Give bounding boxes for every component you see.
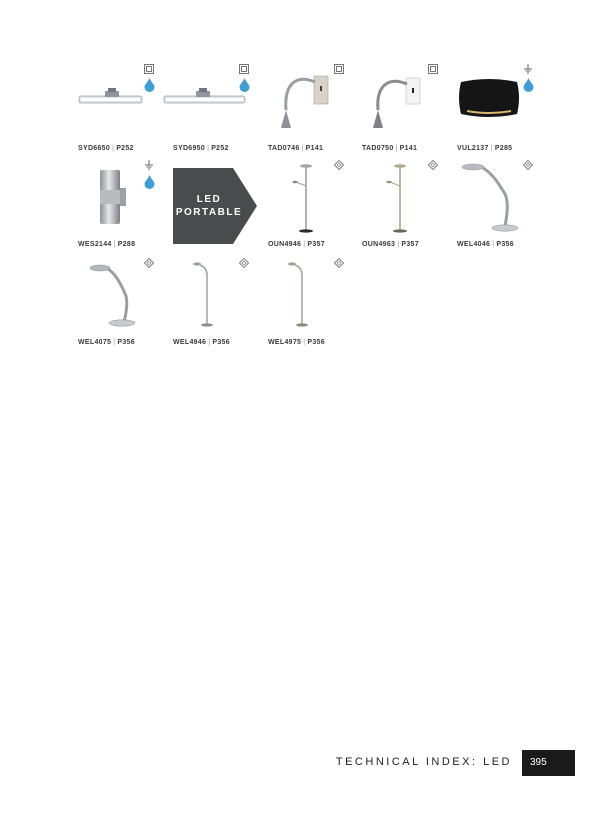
earth-icon bbox=[144, 160, 154, 170]
diamond-icon bbox=[334, 258, 344, 268]
led-portable-banner bbox=[173, 168, 257, 244]
product-syd6950 bbox=[173, 62, 267, 152]
cylinder-wall-light-image bbox=[98, 168, 130, 226]
diamond-icon bbox=[428, 160, 438, 170]
reading-wall-light-image bbox=[276, 72, 334, 132]
square-in-square-icon bbox=[144, 64, 154, 74]
product-code-label: SYD6650 | P252 bbox=[78, 145, 134, 152]
product-code-label: TAD0746 | P141 bbox=[268, 145, 324, 152]
product-code-label: WEL4946 | P356 bbox=[173, 339, 230, 346]
earth-icon bbox=[523, 64, 533, 74]
floor-lamp-image bbox=[191, 260, 221, 330]
square-in-square-icon bbox=[428, 64, 438, 74]
water-drop-icon bbox=[239, 78, 250, 92]
reading-wall-light-image bbox=[368, 72, 426, 132]
product-vul2137 bbox=[457, 62, 551, 152]
floor-lamp-image bbox=[286, 260, 316, 330]
diamond-icon bbox=[334, 160, 344, 170]
product-code-label: VUL2137 | P285 bbox=[457, 145, 513, 152]
product-code-label: WEL4975 | P356 bbox=[268, 339, 325, 346]
water-drop-icon bbox=[144, 175, 155, 189]
product-wel4046 bbox=[457, 158, 551, 248]
diamond-icon bbox=[523, 160, 533, 170]
led-banner-text: LED PORTABLE bbox=[175, 194, 243, 218]
product-wes2144 bbox=[78, 158, 172, 248]
water-drop-icon bbox=[523, 78, 534, 92]
bathroom-wall-light-image bbox=[163, 86, 247, 112]
product-oun4946 bbox=[268, 158, 362, 248]
product-tad0750 bbox=[362, 62, 456, 152]
product-code-label: TAD0750 | P141 bbox=[362, 145, 418, 152]
black-wall-light-image bbox=[457, 78, 521, 118]
product-wel4975 bbox=[268, 256, 362, 346]
product-code-label: WES2144 | P288 bbox=[78, 241, 136, 248]
product-code-label: WEL4075 | P356 bbox=[78, 339, 135, 346]
page-number: 395 bbox=[522, 750, 575, 776]
water-drop-icon bbox=[144, 78, 155, 92]
product-wel4946 bbox=[173, 256, 267, 346]
section-title: TECHNICAL INDEX: LED bbox=[335, 756, 512, 768]
product-oun4963 bbox=[362, 158, 456, 248]
diamond-icon bbox=[144, 258, 154, 268]
desk-lamp-image bbox=[459, 162, 523, 234]
bathroom-wall-light-image bbox=[78, 86, 144, 112]
square-in-square-icon bbox=[239, 64, 249, 74]
desk-lamp-image bbox=[86, 260, 146, 330]
product-wel4075 bbox=[78, 256, 172, 346]
diamond-icon bbox=[239, 258, 249, 268]
product-tad0746 bbox=[268, 62, 362, 152]
product-code-label: OUN4963 | P357 bbox=[362, 241, 419, 248]
floor-lamp-image bbox=[290, 162, 320, 234]
product-code-label: WEL4046 | P356 bbox=[457, 241, 514, 248]
square-in-square-icon bbox=[334, 64, 344, 74]
product-code-label: OUN4946 | P357 bbox=[268, 241, 325, 248]
product-code-label: SYD6950 | P252 bbox=[173, 145, 229, 152]
product-syd6650 bbox=[78, 62, 172, 152]
floor-lamp-image bbox=[384, 162, 414, 234]
